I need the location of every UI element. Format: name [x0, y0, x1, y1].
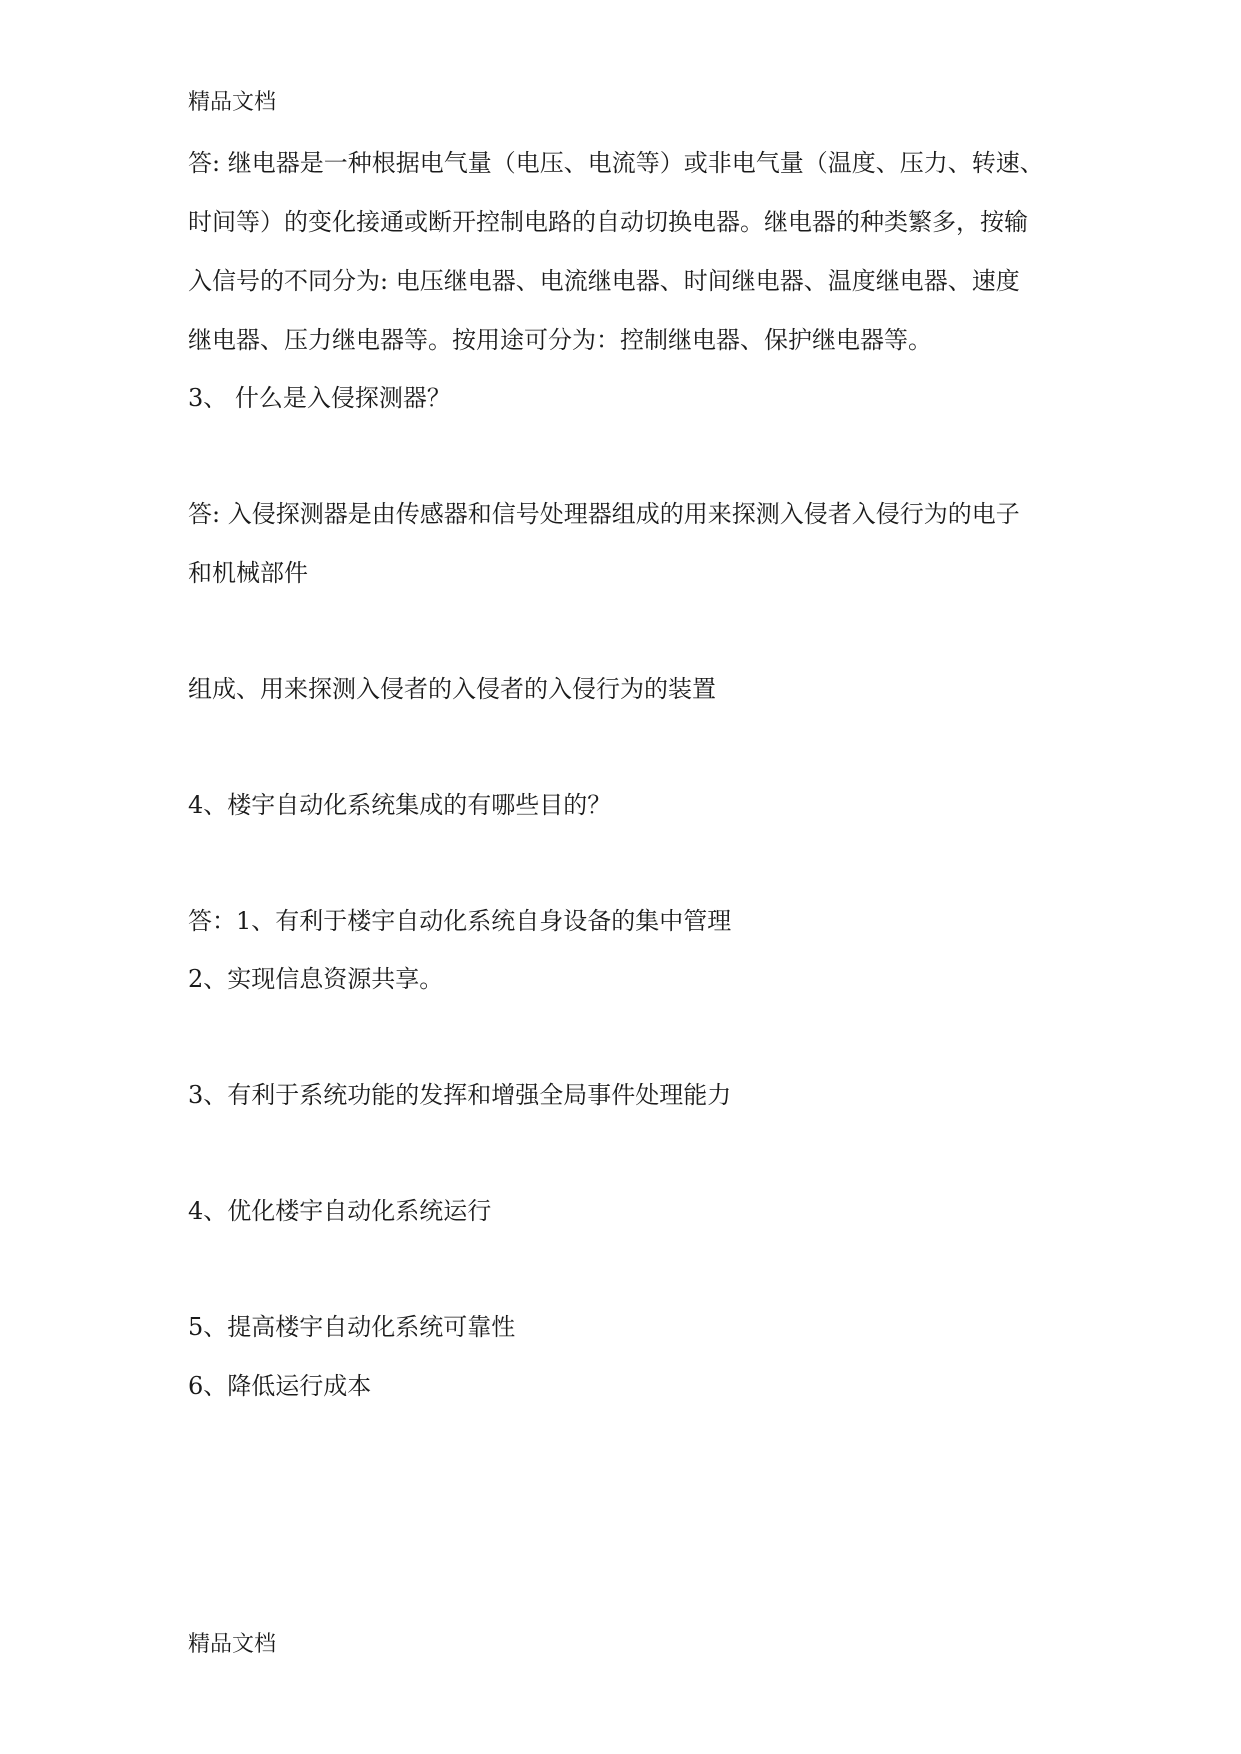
- text-line: 答: 继电器是一种根据电气量（电压、电流等）或非电气量（温度、压力、转速、: [188, 149, 1044, 177]
- text-line: 继电器、压力继电器等。按用途可分为：控制继电器、保护继电器等。: [188, 326, 932, 354]
- list-item: 3、有利于系统功能的发挥和增强全局事件处理能力: [188, 1081, 732, 1109]
- list-item: 5、提高楼宇自动化系统可靠性: [188, 1313, 516, 1341]
- list-item: 答：1、有利于楼宇自动化系统自身设备的集中管理: [188, 907, 732, 935]
- list-item: 6、降低运行成本: [188, 1372, 372, 1400]
- list-item: 2、实现信息资源共享。: [188, 965, 444, 993]
- text-line: 入信号的不同分为: 电压继电器、电流继电器、时间继电器、温度继电器、速度: [188, 267, 1020, 295]
- page-footer: 精品文档: [188, 1632, 277, 1657]
- text-line: 时间等）的变化接通或断开控制电路的自动切换电器。继电器的种类繁多，按输: [188, 208, 1028, 236]
- text-line: 和机械部件: [188, 559, 308, 587]
- page-header: 精品文档: [188, 90, 277, 115]
- text-line: 组成、用来探测入侵者的入侵者的入侵行为的装置: [188, 675, 716, 703]
- text-line: 答: 入侵探测器是由传感器和信号处理器组成的用来探测入侵者入侵行为的电子: [188, 500, 1020, 528]
- question-heading: 4、楼宇自动化系统集成的有哪些目的？: [188, 791, 612, 819]
- question-heading: 3、 什么是入侵探测器？: [188, 384, 451, 412]
- list-item: 4、优化楼宇自动化系统运行: [188, 1197, 492, 1225]
